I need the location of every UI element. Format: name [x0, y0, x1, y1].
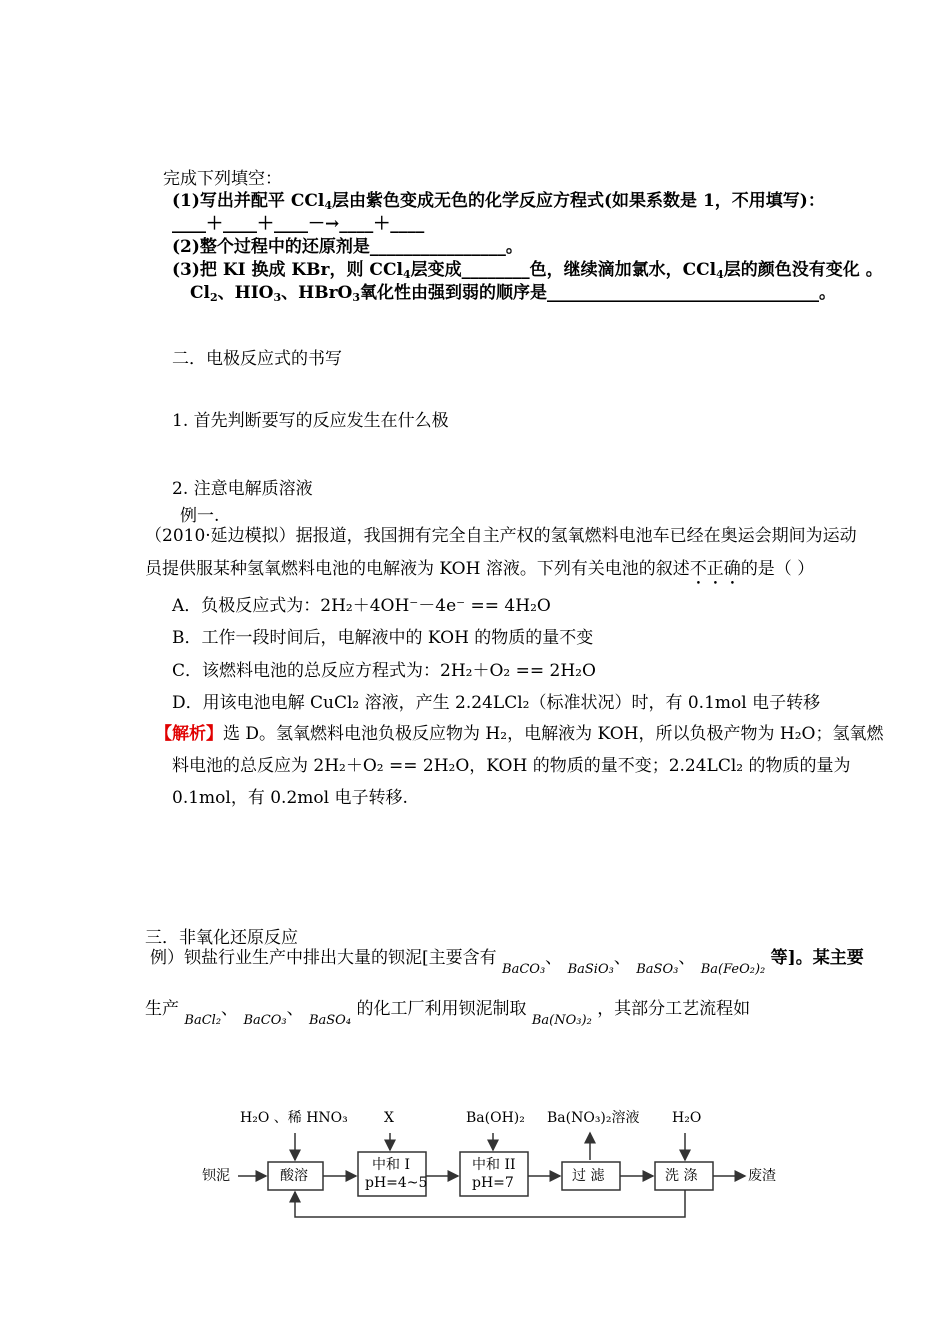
- example-stem-line-1: （2010·延边模拟）据报道，我国拥有完全自主产权的氢氧燃料电池车已经在奥运会期间为运动: [145, 526, 857, 546]
- option-c: C．该燃料电池的总反应方程式为：2H₂＋O₂ == 2H₂O: [172, 661, 596, 681]
- reagent-h2o-hno3: H₂O 、稀 HNO₃: [240, 1110, 348, 1126]
- reagent-h2o: H₂O: [672, 1110, 702, 1126]
- input-barium-mud: 钡泥: [202, 1168, 230, 1184]
- question-2: (2)整个过程中的还原剂是________________。: [172, 237, 523, 257]
- section-2-heading: 二．电极反应式的书写: [172, 349, 342, 369]
- label-wash: 洗 涤: [665, 1168, 698, 1184]
- reagent-baoh2: Ba(OH)₂: [466, 1110, 525, 1126]
- product-bano32-solution: Ba(NO₃)₂溶液: [547, 1110, 640, 1126]
- example-label: 例一.: [180, 506, 220, 526]
- analysis-line-2: 料电池的总反应为 2H₂＋O₂ == 2H₂O，KOH 的物质的量不变；2.24LCl₂ 的物质的量为: [172, 756, 851, 776]
- label-filter: 过 滤: [572, 1168, 605, 1184]
- section-3-heading: 三．非氧化还原反应: [145, 928, 298, 948]
- example-stem-line-2: 员提供服某种氢氧燃料电池的电解液为 KOH 溶液。下列有关电池的叙述不正确的是（ ）: [145, 559, 815, 579]
- option-a: A．负极反应式为：2H₂＋4OH⁻－4e⁻ == 4H₂O: [172, 596, 551, 616]
- option-d: D．用该电池电解 CuCl₂ 溶液，产生 2.24LCl₂（标准状况）时，有 0.1mol 电子转移: [172, 693, 821, 713]
- emphasis-not-correct: 不正确: [689, 559, 741, 579]
- output-waste-residue: 废渣: [748, 1168, 776, 1184]
- process-flowchart: [200, 1105, 800, 1230]
- label-ph-4-5: pH=4~5: [365, 1175, 428, 1191]
- question-3: (3)把 KI 换成 KBr，则 CCl$_4$层变成________色，继续滴加氯水，CCl$_4$层的颜色没有变化 。: [172, 260, 883, 281]
- label-neutral-2: 中和 II: [472, 1157, 516, 1173]
- option-b: B．工作一段时间后，电解液中的 KOH 的物质的量不变: [172, 628, 594, 648]
- label-neutral-1: 中和 I: [372, 1157, 410, 1173]
- analysis-tag: 【解析】: [155, 724, 223, 744]
- section-3-line-1: 例）钡盐行业生产中排出大量的钡泥[主要含有 $_{BaCO_3}$、 $_{BaSiO_3}$、 $_{BaSO_3}$、 $_{Ba(FeO_2)_2}$ 等]。某主要: [150, 948, 864, 977]
- fill-in-intro: 完成下列填空：: [163, 169, 282, 189]
- analysis-line-1: 【解析】选 D。氢氧燃料电池负极反应物为 H₂，电解液为 KOH，所以负极产物为 H₂O；氢氧燃: [155, 724, 884, 744]
- question-3-order: $Cl_2$、$HIO_3$、HBrO$_3$氧化性由强到弱的顺序是________________________________。: [190, 283, 836, 304]
- label-ph-7: pH=7: [472, 1175, 514, 1191]
- label-acid-dissolve: 酸溶: [280, 1168, 308, 1184]
- section-2-point-2: 2. 注意电解质溶液: [172, 479, 313, 499]
- section-3-line-2: 生产 $_{BaCl_2}$、 $_{BaCO_3}$、 $_{BaSO_4}$ 的化工厂利用钡泥制取 $_{Ba(NO_3)_2}$ ，其部分工艺流程如: [145, 999, 751, 1028]
- question-1: (1)写出并配平 CCl$_4$层由紫色变成无色的化学反应方程式(如果系数是 1，不用填写)：: [172, 191, 825, 212]
- reagent-x: X: [384, 1110, 394, 1126]
- question-1-blanks: ____＋____＋____－→____＋____: [172, 214, 425, 234]
- analysis-line-3: 0.1mol，有 0.2mol 电子转移.: [172, 788, 408, 808]
- section-2-point-1: 1. 首先判断要写的反应发生在什么极: [172, 411, 449, 431]
